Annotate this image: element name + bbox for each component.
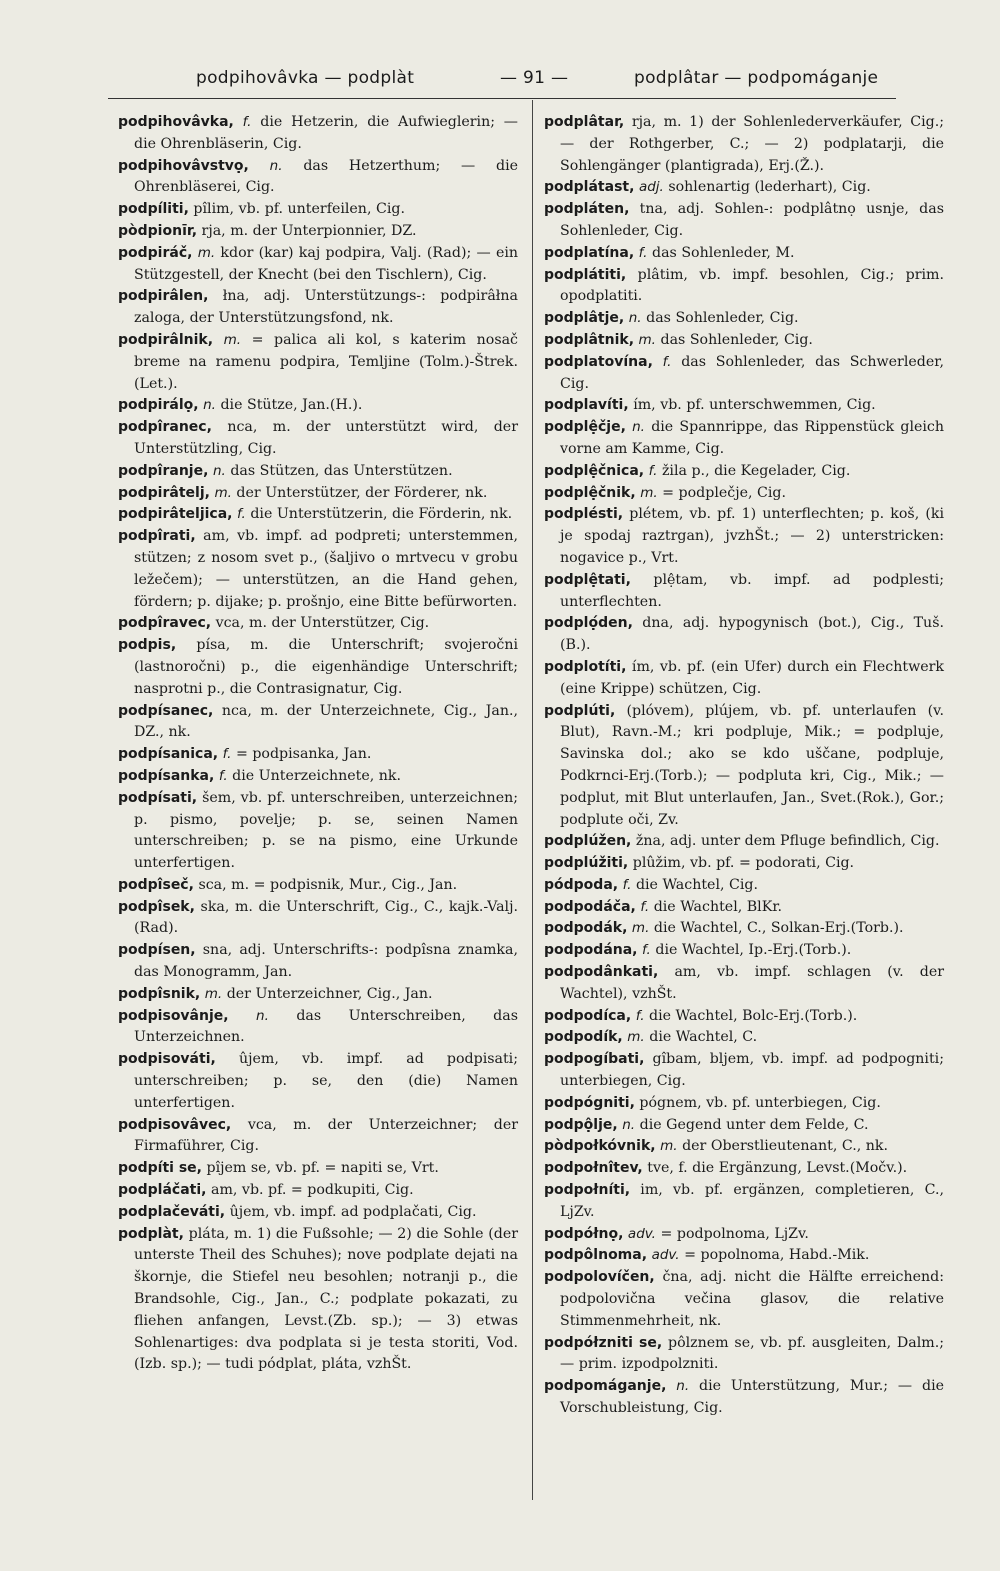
entry-definition: die Wachtel, C., Solkan-Erj.(Torb.). (653, 920, 904, 937)
dictionary-entry (118, 766, 518, 788)
entry-grammar: m. (197, 244, 216, 261)
entry-headword: podpodík, (544, 1029, 623, 1046)
dictionary-entry (544, 1224, 944, 1246)
dictionary-entry (544, 308, 944, 330)
entry-definition: der Oberstlieutenant, C., nk. (682, 1138, 888, 1155)
dictionary-entry (118, 940, 518, 984)
dictionary-entry (544, 831, 944, 853)
dictionary-entry (118, 897, 518, 941)
entry-headword: podpláčati, (118, 1182, 207, 1199)
dictionary-entry (544, 112, 944, 177)
entry-headword: podpísati, (118, 789, 198, 806)
entry-headword: podpiráč, (118, 244, 193, 261)
entry-definition: am, vb. impf. schlagen (v. der Wachtel), vzhŠt. (560, 964, 944, 1002)
dictionary-entry (544, 962, 944, 1006)
dictionary-entry (544, 1245, 944, 1267)
entry-headword: podpołnîtev, (544, 1160, 643, 1177)
column-divider (532, 100, 533, 1500)
entry-definition: ím, vb. pf. unterschwemmen, Cig. (633, 397, 876, 414)
dictionary-entry (544, 461, 944, 483)
dictionary-entry (544, 613, 944, 657)
entry-headword: podpisovânje, (118, 1007, 229, 1024)
dictionary-entry (544, 1115, 944, 1137)
entry-grammar: n. (256, 1007, 269, 1024)
entry-definition: die Wachtel, C. (649, 1029, 758, 1046)
entry-definition: sna, adj. Unterschrifts-: podpîsna znamka, das Monogramm, Jan. (134, 942, 518, 981)
dictionary-entry (544, 1180, 944, 1224)
dictionary-entry (544, 1333, 944, 1377)
entry-headword: podpołníti, (544, 1182, 631, 1199)
entry-headword: podpôlnoma, (544, 1247, 648, 1264)
entry-definition: sca, m. = podpisnik, Mur., Cig., Jan. (198, 876, 458, 893)
entry-headword: podpộlje, (544, 1116, 618, 1133)
entry-grammar: m. (631, 920, 650, 937)
entry-definition: die Stütze, Jan.(H.). (220, 397, 363, 414)
dictionary-entry (118, 243, 518, 287)
entry-grammar: adv. (651, 1247, 680, 1264)
dictionary-entry (544, 897, 944, 919)
entry-definition: das Sohlenleder, das Schwerleder, Cig. (560, 353, 944, 392)
dictionary-entry (544, 177, 944, 199)
dictionary-entry (544, 875, 944, 897)
entry-definition: = podpolnoma, LjZv. (660, 1225, 809, 1242)
entry-grammar: m. (214, 484, 232, 501)
dictionary-entry (544, 1006, 944, 1028)
entry-headword: podplatína, (544, 244, 635, 261)
entry-grammar: n. (269, 157, 283, 174)
entry-headword: podpis, (118, 637, 177, 654)
dictionary-entry (118, 461, 518, 483)
dictionary-entry (118, 483, 518, 505)
entry-definition: ûjem, vb. impf. ad podpisati; unterschreiben; p. se, den (die) Namen unterfertigen. (134, 1051, 519, 1111)
entry-definition: rja, m. der Unterpionnier, DZ. (201, 222, 417, 239)
entry-definition: das Sohlenleder, Cig. (646, 310, 799, 327)
entry-grammar: f. (640, 898, 650, 915)
entry-definition: písa, m. die Unterschrift; svojeročni (lastnoročni) p., die eigenhändige Unterschrift; nasprotni p., die Contrasignatur, Cig. (134, 637, 518, 697)
entry-headword: podpîsnik, (118, 985, 201, 1002)
entry-definition: die Wachtel, Bolc-Erj.(Torb.). (649, 1007, 858, 1024)
entry-headword: podplâtar, (544, 114, 625, 130)
entry-grammar: n. (212, 462, 226, 479)
entry-definition: žila p., die Kegelader, Cig. (661, 462, 851, 479)
dictionary-entry (544, 483, 944, 505)
entry-definition: łna, adj. Unterstützungs-: podpirâłna zaloga, der Unterstützungsfond, nk. (134, 288, 518, 327)
entry-definition: vca, m. der Unterzeichner; der Firmaführer, Cig. (134, 1116, 518, 1155)
entry-headword: podpirâlen, (118, 288, 209, 305)
entry-headword: podplatovína, (544, 353, 653, 370)
dictionary-entry (544, 243, 944, 265)
dictionary-entry (544, 199, 944, 243)
entry-grammar: m. (204, 985, 223, 1002)
dictionary-entry (544, 918, 944, 940)
entry-headword: podplotíti, (544, 658, 627, 675)
entry-headword: podplệčje, (544, 419, 626, 436)
dictionary-entry (544, 1267, 944, 1332)
entry-headword: pódpoda, (544, 876, 619, 893)
entry-headword: podplúžen, (544, 833, 632, 850)
entry-headword: podplệčnica, (544, 462, 645, 479)
dictionary-entry (118, 701, 518, 745)
entry-grammar: n. (622, 1116, 636, 1133)
entry-grammar: adv. (627, 1225, 656, 1242)
entry-headword: podpodáča, (544, 898, 636, 915)
entry-headword: pòdpionīr, (118, 222, 198, 239)
entry-headword: podplệčnik, (544, 484, 636, 501)
entry-headword: podpisováti, (118, 1051, 216, 1068)
entry-headword: podpihovâvstvọ, (118, 157, 249, 174)
entry-headword: podpîravec, (118, 615, 212, 632)
dictionary-entry (118, 286, 518, 330)
entry-definition: die Unterzeichnete, nk. (232, 767, 402, 784)
dictionary-entry (544, 1158, 944, 1180)
entry-headword: podpísanec, (118, 702, 214, 719)
entry-definition: die Unterstützerin, die Förderin, nk. (250, 506, 513, 523)
entry-headword: podplâtje, (544, 310, 625, 327)
entry-headword: podpółnọ, (544, 1225, 624, 1242)
dictionary-entry (118, 984, 518, 1006)
entry-grammar: m. (627, 1029, 645, 1046)
dictionary-entry (544, 352, 944, 396)
entry-headword: podplọ́den, (544, 615, 633, 632)
header-rule (108, 98, 896, 99)
entry-headword: podpíti se, (118, 1160, 202, 1177)
entry-headword: podpomáganje, (544, 1378, 667, 1395)
entry-definition: plétem, vb. pf. 1) unterflechten; p. koš, (ki je spodaj raztrgan), jvzhŠt.; — 2) unterstricken: nogavice p., Vrt. (560, 506, 944, 566)
entry-definition: = podpisanka, Jan. (235, 746, 372, 763)
dictionary-entry (544, 417, 944, 461)
dictionary-entry (118, 788, 518, 875)
entry-grammar: adj. (638, 179, 664, 196)
entry-definition: tna, adj. Sohlen-: podplâtnọ usnje, das Sohlenleder, Cig. (560, 201, 944, 239)
entry-definition: pláta, m. 1) die Fußsohle; — 2) die Sohle (der unterste Theil des Schuhes); nove podplate dejati na škornje, die Stiefel neu besohlen; notranji p., die Brandsohle, Cig., Jan., C.; podplate pokazati, zu fliehen anfangen, Levst.(Zb. sp.); — 3) etwas Sohlenartiges: dva podplata si je testa storiti, Vod. (Izb. sp.); — tudi pódplat, pláta, vzhŠt. (134, 1225, 519, 1373)
entry-definition: die Spannrippe, das Rippenstück gleich vorne am Kamme, Cig. (560, 419, 945, 457)
entry-grammar: f. (237, 506, 246, 523)
dictionary-entry (118, 156, 518, 200)
dictionary-entry (118, 504, 518, 526)
entry-definition: ûjem, vb. impf. ad podplačati, Cig. (229, 1203, 477, 1220)
entry-definition: sohlenartig (lederhart), Cig. (668, 179, 871, 196)
entry-headword: podpláten, (544, 201, 630, 218)
entry-headword: podpógniti, (544, 1094, 635, 1111)
dictionary-entry (118, 635, 518, 700)
entry-definition: das Sohlenleder, M. (652, 244, 795, 261)
entry-headword: podpodána, (544, 942, 638, 959)
entry-grammar: f. (662, 353, 672, 370)
entry-headword: podplệtati, (544, 571, 631, 588)
dictionary-entry (544, 701, 944, 832)
entry-grammar: f. (242, 114, 252, 130)
dictionary-entry (118, 112, 518, 156)
entry-headword: podplúti, (544, 702, 616, 719)
dictionary-entry (544, 1136, 944, 1158)
dictionary-entry (118, 330, 518, 395)
entry-headword: podplačeváti, (118, 1203, 226, 1220)
dictionary-entry (118, 199, 518, 221)
entry-definition: = palica ali kol, s katerim nosač breme na ramenu podpira, Temljine (Tolm.)-Štrek.(Let.). (134, 331, 518, 392)
dictionary-entry (118, 744, 518, 766)
entry-headword: podpísanica, (118, 746, 219, 763)
entry-definition: die Hetzerin, die Aufwieglerin; — die Ohrenbläserin, Cig. (134, 114, 518, 152)
entry-headword: podpîsek, (118, 898, 195, 915)
entry-headword: podplátast, (544, 179, 635, 196)
dictionary-entry (118, 1158, 518, 1180)
header-left-guideword: podpihovâvka — podplàt (196, 68, 415, 88)
entry-grammar: m. (640, 484, 658, 501)
dictionary-entry (544, 330, 944, 352)
entry-headword: podpisovâvec, (118, 1116, 232, 1133)
entry-headword: podplátiti, (544, 266, 627, 283)
right-column (544, 112, 944, 1420)
dictionary-entry (544, 1027, 944, 1049)
entry-headword: podpîranec, (118, 419, 212, 436)
dictionary-entry (544, 570, 944, 614)
entry-headword: podpirâlnik, (118, 331, 214, 348)
entry-headword: podpirâtelj, (118, 484, 210, 501)
dictionary-entry (118, 875, 518, 897)
entry-grammar: f. (222, 746, 232, 763)
entry-definition: = podplečje, Cig. (662, 484, 787, 501)
entry-headword: podpodák, (544, 920, 628, 937)
entry-definition: das Unterschreiben, das Unterzeichnen. (134, 1007, 519, 1046)
entry-headword: podpihovâvka, (118, 114, 234, 130)
entry-definition: (plóvem), plújem, vb. pf. unterlaufen (v. Blut), Ravn.-M.; kri podpluje, Mik.; = podpluje, Savinska dol.; ako se kdo uščane, podpluje, Podkrnci-Erj.(Torb.); — podpluta kri, Cig., Mik.; — podplut, mit Blut unterlaufen, Jan., Svet.(Rok.), Gor.; podplute oči, Zv. (560, 702, 944, 828)
entry-grammar: m. (660, 1138, 678, 1155)
dictionary-entry (118, 221, 518, 243)
dictionary-entry (118, 1224, 518, 1377)
dictionary-entry (118, 613, 518, 635)
entry-definition: pîlim, vb. pf. unterfeilen, Cig. (193, 201, 405, 218)
entry-definition: pôlznem se, vb. pf. ausgleiten, Dalm.; — prim. izpodpolzniti. (560, 1334, 944, 1373)
entry-definition: der Unterzeichner, Cig., Jan. (226, 985, 433, 1002)
dictionary-entry (118, 1049, 518, 1114)
entry-definition: die Wachtel, BlKr. (653, 898, 783, 915)
entry-definition: plệtam, vb. impf. ad podplesti; unterflechten. (560, 571, 944, 610)
entry-definition: am, vb. impf. ad podpreti; unterstemmen, stützen; z nosom svet p., (šaljivo o mrtvecu v grobu ležečem); — unterstützen, an die Hand gehen, fördern; p. dijake; p. prošnjo, eine Bitte befürworten. (134, 528, 518, 610)
entry-headword: podpogíbati, (544, 1051, 645, 1068)
dictionary-entry (544, 657, 944, 701)
entry-definition: gîbam, bljem, vb. impf. ad podpogniti; unterbiegen, Cig. (560, 1051, 944, 1090)
entry-headword: podpíliti, (118, 201, 189, 218)
entry-grammar: m. (223, 331, 242, 348)
entry-headword: podplâtnik, (544, 331, 635, 348)
entry-grammar: m. (638, 331, 656, 348)
dictionary-entry (118, 526, 518, 613)
dictionary-entry (544, 265, 944, 309)
entry-headword: podpísen, (118, 942, 196, 959)
dictionary-entry (544, 853, 944, 875)
entry-definition: žna, adj. unter dem Pfluge befindlich, Cig. (635, 833, 940, 850)
entry-headword: podpîseč, (118, 876, 194, 893)
entry-definition: rja, m. 1) der Sohlenlederverkäufer, Cig.; — der Rothgerber, C.; — 2) podplatarji, die Sohlengänger (plantigrada), Erj.(Ž.). (560, 114, 944, 174)
header-right-guideword: podplâtar — podpomáganje (634, 68, 879, 88)
entry-grammar: f. (648, 462, 658, 479)
entry-definition: čna, adj. nicht die Hälfte erreichend: podpolovična večina glasov, die relative Stimmenmehrheit, nk. (560, 1269, 944, 1329)
dictionary-entry (544, 504, 944, 569)
entry-headword: pòdpołkóvnik, (544, 1138, 656, 1155)
entry-headword: podplavíti, (544, 397, 629, 414)
entry-headword: podpolovíčen, (544, 1269, 655, 1286)
entry-grammar: f. (642, 942, 651, 959)
dictionary-entry (118, 1180, 518, 1202)
entry-definition: die Unterstützung, Mur.; — die Vorschubleistung, Cig. (560, 1378, 944, 1417)
entry-headword: podpodânkati, (544, 964, 659, 981)
entry-grammar: n. (676, 1378, 690, 1395)
entry-headword: podpísanka, (118, 767, 215, 784)
entry-definition: die Wachtel, Cig. (635, 876, 758, 893)
entry-definition: šem, vb. pf. unterschreiben, unterzeichnen; p. pismo, povelje; p. se, seinen Namen unterschreiben; p. se na pismo, eine Urkunde unterfertigen. (134, 789, 519, 872)
entry-definition: plûžim, vb. pf. = podorati, Cig. (632, 855, 855, 872)
entry-definition: das Hetzerthum; — die Ohrenbläserei, Cig. (134, 157, 519, 196)
dictionary-entry (544, 1093, 944, 1115)
entry-headword: podpîranje, (118, 462, 209, 479)
entry-definition: das Sohlenleder, Cig. (660, 331, 813, 348)
entry-definition: im, vb. pf. ergänzen, completieren, C., LjZv. (560, 1182, 944, 1220)
dictionary-entry (544, 1376, 944, 1420)
dictionary-entry (118, 1115, 518, 1159)
entry-grammar: n. (632, 419, 645, 436)
entry-definition: pógnem, vb. pf. unterbiegen, Cig. (639, 1094, 881, 1111)
entry-grammar: f. (218, 767, 228, 784)
dictionary-entry (544, 395, 944, 417)
entry-headword: podpodíca, (544, 1007, 632, 1024)
page-number: — 91 — (500, 68, 569, 88)
entry-definition: vca, m. der Unterstützer, Cig. (215, 615, 430, 632)
dictionary-entry (544, 1049, 944, 1093)
entry-definition: nca, m. der Unterzeichnete, Cig., Jan., DZ., nk. (134, 702, 518, 741)
entry-grammar: f. (622, 876, 632, 893)
entry-grammar: f. (635, 1007, 645, 1024)
entry-headword: podplúžiti, (544, 855, 629, 872)
entry-definition: dna, adj. hypogynisch (bot.), Cig., Tuš.(B.). (560, 615, 944, 654)
entry-grammar: n. (203, 397, 216, 414)
dictionary-entry (118, 1202, 518, 1224)
entry-definition: der Unterstützer, der Förderer, nk. (236, 484, 488, 501)
dictionary-entry (118, 395, 518, 417)
running-head (108, 62, 892, 94)
dictionary-entry (118, 417, 518, 461)
entry-headword: podpółzniti se, (544, 1334, 663, 1351)
entry-headword: podpirálọ, (118, 397, 199, 414)
entry-definition: tve, f. die Ergänzung, Levst.(Močv.). (647, 1160, 908, 1177)
entry-definition: pîjem se, vb. pf. = napiti se, Vrt. (206, 1160, 439, 1177)
entry-headword: podplàt, (118, 1225, 184, 1242)
entry-definition: das Stützen, das Unterstützen. (230, 462, 453, 479)
dictionary-entry (118, 1006, 518, 1050)
entry-definition: ím, vb. pf. (ein Ufer) durch ein Flechtwerk (eine Krippe) schützen, Cig. (560, 658, 944, 697)
entry-definition: die Gegend unter dem Felde, C. (639, 1116, 869, 1133)
entry-definition: nca, m. der unterstützt wird, der Unterstützling, Cig. (134, 419, 518, 457)
entry-definition: = popolnoma, Habd.-Mik. (684, 1247, 870, 1264)
entry-definition: am, vb. pf. = podkupiti, Cig. (211, 1182, 414, 1199)
entry-headword: podplésti, (544, 506, 624, 523)
entry-definition: kdor (kar) kaj podpira, Valj. (Rad); — ein Stützgestell, der Knecht (bei den Tischlern), Cig. (134, 244, 519, 283)
dictionary-entry (544, 940, 944, 962)
left-column (118, 112, 518, 1376)
entry-headword: podpîrati, (118, 528, 196, 545)
entry-grammar: f. (638, 244, 648, 261)
entry-headword: podpirâteljica, (118, 506, 233, 523)
entry-definition: ska, m. die Unterschrift, Cig., C., kajk.-Valj.(Rad). (134, 898, 518, 937)
entry-definition: plâtim, vb. impf. besohlen, Cig.; prim. opodplatiti. (560, 266, 944, 305)
entry-grammar: n. (628, 310, 642, 327)
entry-definition: die Wachtel, Ip.-Erj.(Torb.). (655, 942, 852, 959)
